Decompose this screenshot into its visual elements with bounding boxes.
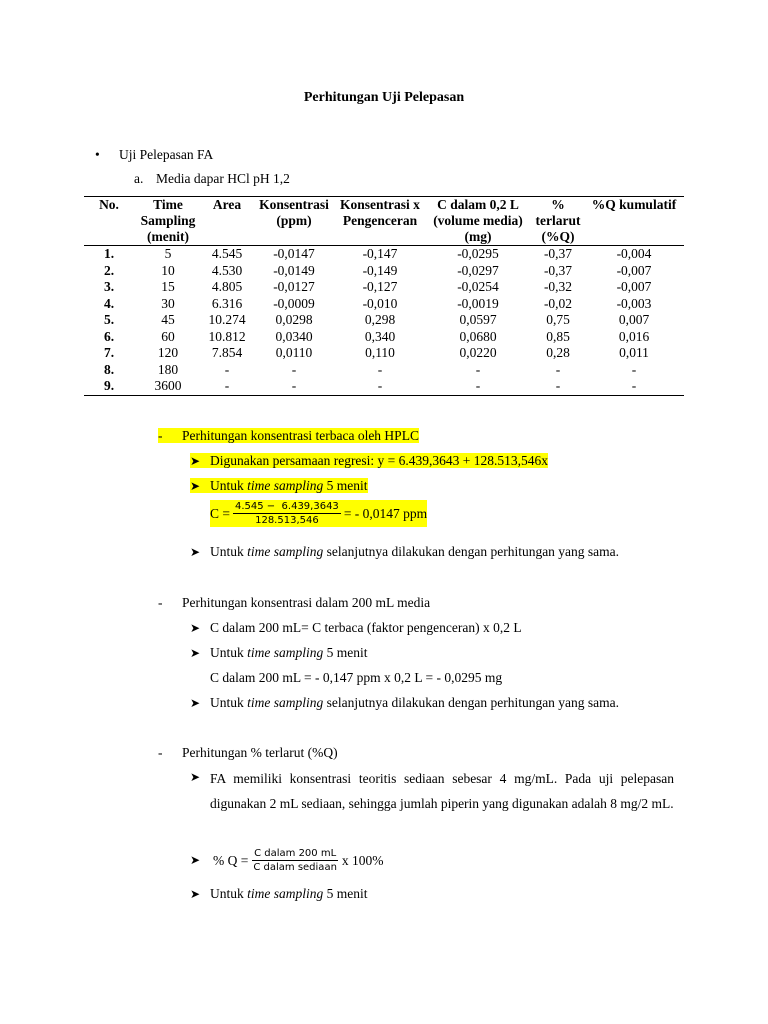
list-item-text: 5 menit: [323, 886, 368, 901]
list-item-text: selanjutnya dilakukan dengan perhitungan yang sama.: [323, 695, 620, 710]
table-cell: 8.: [103, 361, 115, 377]
formula-fraction: [251, 848, 339, 873]
list-item-text: C dalam 200 mL= C terbaca (faktor pengenceran) x 0,2 L: [210, 620, 522, 635]
table-cell: 10.812: [208, 328, 246, 344]
table-cell: -: [631, 361, 637, 377]
dash-marker: -: [158, 428, 163, 443]
list-item-italic: time sampling: [247, 886, 324, 901]
table-cell: -0,0297: [457, 262, 499, 278]
table-cell: -0,010: [362, 295, 398, 311]
formula-lhs: % Q =: [213, 852, 249, 868]
list-item-text: Untuk: [210, 695, 248, 710]
table-cell: -: [224, 361, 230, 377]
table-header: %Q kumulatif: [591, 197, 677, 212]
formula-lhs: C =: [210, 505, 230, 521]
list-item: [190, 544, 619, 560]
table-cell: -0,127: [362, 279, 398, 294]
table-cell: 0,0298: [275, 312, 313, 327]
table-cell: 45: [161, 312, 175, 327]
table-cell: -0,147: [362, 246, 398, 261]
table-cell: -0,37: [543, 262, 573, 278]
table-cell: -: [475, 378, 481, 393]
table-cell: 0,85: [546, 328, 570, 344]
table-cell: -: [291, 361, 297, 377]
list-item: [190, 770, 674, 816]
list-item: [190, 695, 619, 711]
table-cell: -0,0254: [457, 279, 499, 294]
table-row: [84, 296, 684, 313]
table-header: Time Sampling (menit): [140, 197, 196, 244]
table-cell: 0,0680: [459, 328, 497, 344]
table-cell: -0,0009: [273, 295, 315, 311]
dash-marker: -: [158, 595, 163, 610]
release-table: [84, 196, 684, 396]
arrow-bullet-icon: ➤: [190, 454, 201, 468]
table-cell: 5: [164, 246, 172, 261]
table-cell: 0,016: [618, 328, 650, 344]
table-row: [84, 246, 684, 263]
table-cell: 180: [157, 361, 179, 377]
table-header: % terlarut (%Q): [535, 197, 581, 244]
table-cell: 6.316: [211, 295, 243, 311]
table-cell: -: [631, 378, 637, 393]
table-cell: 30: [161, 295, 175, 311]
table-cell: 3.: [103, 279, 115, 294]
table-cell: -: [291, 378, 297, 393]
list-item-text: Digunakan persamaan regresi: y = 6.439,3643 + 128.513,546x: [210, 453, 549, 468]
table-cell: 0,340: [364, 328, 396, 344]
dash-marker: -: [158, 745, 163, 760]
list-item-text: Untuk: [210, 886, 248, 901]
list-item-italic: time sampling: [247, 645, 324, 660]
table-header: C dalam 0,2 L (volume media) (mg): [433, 197, 523, 244]
arrow-bullet-icon: ➤: [190, 646, 201, 660]
table-cell: 7.854: [211, 345, 243, 360]
table-row: [84, 362, 684, 379]
table-cell: 5.: [103, 312, 115, 327]
arrow-bullet-icon: ➤: [190, 770, 201, 784]
table-cell: 4.: [103, 295, 115, 311]
formula-c: [210, 500, 427, 527]
list-item-text: 5 menit: [323, 478, 368, 493]
arrow-bullet-icon: ➤: [190, 479, 201, 493]
table-cell: 10: [161, 262, 175, 278]
formula-denominator: C dalam sediaan: [253, 862, 337, 873]
table-cell: 4.545: [211, 246, 243, 261]
list-item: [190, 478, 368, 494]
section-media-heading: [158, 595, 430, 611]
list-item-text: Untuk: [210, 645, 248, 660]
list-item-italic: time sampling: [247, 695, 324, 710]
paragraph-text: FA memiliki konsentrasi teoritis sediaan sebesar 4 mg/mL. Pada uji pelepasan digunakan 2 mL sediaan, sehingga jumlah piperin yang digunakan adalah 8 mg/2 mL.: [210, 771, 674, 811]
sub-heading-letter: a.: [134, 171, 144, 186]
table-cell: 4.805: [211, 279, 243, 294]
list-item: [190, 886, 368, 902]
table-cell: -: [377, 361, 383, 377]
list-item-text: 5 menit: [323, 645, 368, 660]
page-title: Perhitungan Uji Pelepasan: [303, 90, 465, 105]
formula-rhs: x 100%: [341, 852, 384, 868]
formula-numerator: C dalam 200 mL: [254, 848, 337, 859]
arrow-bullet-icon: ➤: [190, 545, 201, 559]
list-item-text: Untuk: [210, 478, 248, 493]
table-cell: -0,149: [362, 262, 398, 278]
table-row: [84, 279, 684, 296]
table-cell: 10.274: [208, 312, 246, 327]
table-cell: 0,28: [546, 345, 570, 360]
section-bullet-text: Uji Pelepasan FA: [119, 147, 214, 162]
section-heading: Perhitungan % terlarut (%Q): [182, 745, 338, 760]
arrow-bullet-icon: ➤: [190, 887, 201, 901]
table-cell: 0,110: [365, 345, 395, 360]
table-row: [84, 312, 684, 329]
table-cell: 0,0110: [275, 345, 313, 360]
table-cell: -0,0019: [457, 295, 499, 311]
formula-denominator: 128.513,546: [255, 515, 319, 526]
table-cell: 9.: [103, 378, 115, 393]
table-cell: -0,004: [616, 246, 652, 261]
section-hplc-heading: [158, 428, 419, 444]
table-cell: -0,32: [543, 279, 573, 294]
table-cell: 0,011: [619, 345, 649, 360]
table-row: [84, 378, 684, 395]
table-cell: -0,0147: [273, 246, 315, 261]
section-heading: Perhitungan konsentrasi terbaca oleh HPLC: [182, 428, 419, 443]
table-cell: 120: [157, 345, 179, 360]
list-item-italic: time sampling: [247, 544, 324, 559]
table-row: [84, 329, 684, 346]
table-cell: 15: [161, 279, 175, 294]
list-item-text: selanjutnya dilakukan dengan perhitungan yang sama.: [323, 544, 620, 559]
table-cell: 3600: [154, 378, 182, 393]
table-cell: -0,02: [543, 295, 573, 311]
calc-line: C dalam 200 mL = - 0,147 ppm x 0,2 L = - 0,0295 mg: [210, 670, 503, 685]
table-header: Konsentrasi (ppm): [259, 197, 329, 228]
table-cell: -0,0149: [273, 262, 315, 278]
table-header: Area: [212, 197, 242, 212]
table-cell: -0,0295: [457, 246, 499, 261]
arrow-bullet-icon: ➤: [190, 621, 201, 635]
table-cell: -: [377, 378, 383, 393]
table-cell: 1.: [103, 246, 115, 261]
table-cell: 0,0340: [275, 328, 313, 344]
section-bullet: [95, 147, 213, 163]
table-row: [84, 345, 684, 362]
table-cell: -: [555, 361, 561, 377]
table-cell: -: [475, 361, 481, 377]
table-cell: -: [555, 378, 561, 393]
arrow-bullet-icon: ➤: [190, 853, 201, 867]
formula-rhs: = - 0,0147 ppm: [343, 505, 428, 521]
table-cell: 0,007: [618, 312, 650, 327]
list-item-text: Untuk: [210, 544, 248, 559]
table-cell: 0,0597: [459, 312, 497, 327]
table-cell: 6.: [103, 328, 115, 344]
list-item: [190, 453, 548, 469]
formula-q: [190, 848, 384, 873]
arrow-bullet-icon: ➤: [190, 696, 201, 710]
table-cell: -0,003: [616, 295, 652, 311]
formula-fraction: [233, 501, 341, 526]
table-header: Konsentrasi x Pengenceran: [340, 197, 420, 228]
sub-heading-a: [134, 171, 290, 187]
table-cell: -0,007: [616, 262, 652, 278]
table-header-row: [84, 197, 684, 246]
section-terlarut-heading: [158, 745, 338, 761]
list-item: [190, 620, 522, 636]
table-header: No.: [99, 197, 119, 212]
table-cell: 0,0220: [459, 345, 497, 360]
table-cell: 2.: [103, 262, 115, 278]
table-cell: 0,298: [364, 312, 396, 327]
table-cell: -: [224, 378, 230, 393]
table-cell: 60: [161, 328, 175, 344]
table-cell: 4.530: [211, 262, 243, 278]
table-row: [84, 263, 684, 280]
sub-heading-text: Media dapar HCl pH 1,2: [156, 171, 290, 186]
table-cell: 7.: [103, 345, 115, 360]
list-item: [190, 645, 368, 661]
formula-numerator: 4.545 − 6.439,3643: [235, 501, 339, 512]
section-heading: Perhitungan konsentrasi dalam 200 mL media: [182, 595, 431, 610]
table-cell: 0,75: [546, 312, 570, 327]
bullet-icon: •: [95, 147, 100, 162]
table-cell: -0,007: [616, 279, 652, 294]
list-item-italic: time sampling: [247, 478, 324, 493]
table-cell: -0,37: [543, 246, 573, 261]
table-cell: -0,0127: [273, 279, 315, 294]
